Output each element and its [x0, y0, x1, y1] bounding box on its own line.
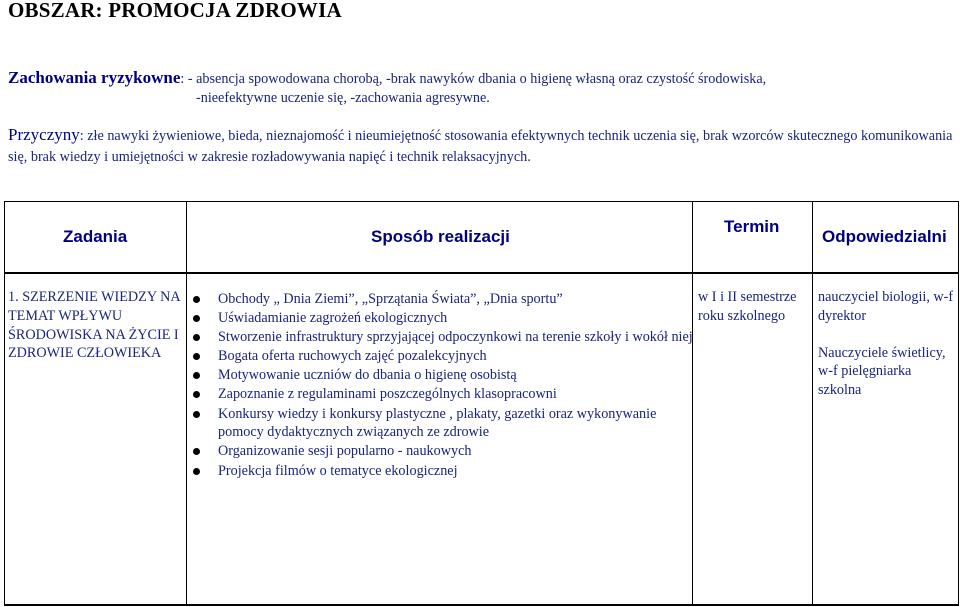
deadline-cell: w I i II semestrze roku szkolnego: [698, 289, 797, 324]
list-item: Konkursy wiedzy i konkursy plastyczne , plakaty, gazetki oraz wykonywanie pomocy dydaktycznych związanych ze zdrowie: [188, 405, 693, 443]
responsible-group-1: nauczyciel biologii, w-f dyrektor: [818, 289, 954, 324]
list-item: Stworzenie infrastruktury sprzyjającej odpoczynkowi na terenie szkoły i wokół niej: [188, 328, 693, 347]
table-header-divider: [4, 272, 958, 274]
risk-behaviors-line1: : - absencja spowodowana chorobą, -brak nawyków dbania o higienę własną oraz czystość środowiska,: [180, 71, 767, 87]
bullet-icon: [193, 468, 200, 475]
table-col-divider-3: [812, 201, 813, 606]
list-item: Projekcja filmów o tematyce ekologicznej: [188, 462, 693, 481]
list-item: Motywowanie uczniów do dbania o higienę osobistą: [188, 366, 693, 385]
bullet-icon: [193, 391, 200, 398]
table-right-border: [958, 201, 959, 606]
page-title: OBSZAR: PROMOCJA ZDROWIA: [8, 0, 342, 22]
table-col-divider-1: [186, 201, 187, 606]
list-item: Uświadamianie zagrożeń ekologicznych: [188, 309, 693, 328]
table-bottom-border: [4, 604, 958, 606]
risk-behaviors-paragraph: [8, 68, 956, 108]
bullet-icon: [193, 448, 200, 455]
list-item: Organizowanie sesji popularno - naukowych: [188, 442, 693, 461]
header-method: Sposób realizacji: [371, 227, 510, 246]
responsible-cell: [818, 288, 958, 400]
causes-text: : złe nawyki żywieniowe, bieda, nieznajomość i nieumiejętność stosowania efektywnych technik uczenia się, brak wzorców skutecznego komunikowania się, brak wiedzy i umiejętności w zakresie rozładowywania napięć i technik relaksacyjnych.: [8, 128, 953, 165]
table-left-border: [4, 201, 5, 606]
responsible-group-2: Nauczyciele świetlicy, w-f pielęgniarka szkolna: [818, 344, 946, 399]
bullet-icon: [193, 411, 200, 418]
list-item: Bogata oferta ruchowych zajęć pozalekcyjnych: [188, 347, 693, 366]
bullet-icon: [193, 334, 200, 341]
bullet-icon: [193, 315, 200, 322]
table-top-border: [4, 201, 958, 202]
causes-label: Przyczyny: [8, 125, 80, 144]
causes-paragraph: [8, 124, 956, 168]
list-item: Zapoznanie z regulaminami poszczególnych klasopracowni: [188, 385, 693, 404]
header-deadline: Termin: [724, 217, 780, 236]
bullet-icon: [193, 353, 200, 360]
methods-list: [188, 290, 693, 481]
bullet-icon: [193, 372, 200, 379]
bullet-icon: [193, 296, 200, 303]
header-tasks: Zadania: [63, 227, 128, 246]
risk-behaviors-label: Zachowania ryzykowne: [8, 68, 181, 87]
risk-behaviors-line2: -nieefektywne uczenie się, -zachowania agresywne.: [196, 90, 490, 106]
header-responsible: Odpowiedzialni: [822, 227, 947, 246]
task-cell: 1. SZERZENIE WIEDZY NA TEMAT WPŁYWU ŚRODOWISKA NA ŻYCIE I ZDROWIE CZŁOWIEKA: [8, 289, 180, 362]
list-item: Obchody „ Dnia Ziemi”, „Sprzątania Świata”, „Dnia sportu”: [188, 290, 693, 309]
